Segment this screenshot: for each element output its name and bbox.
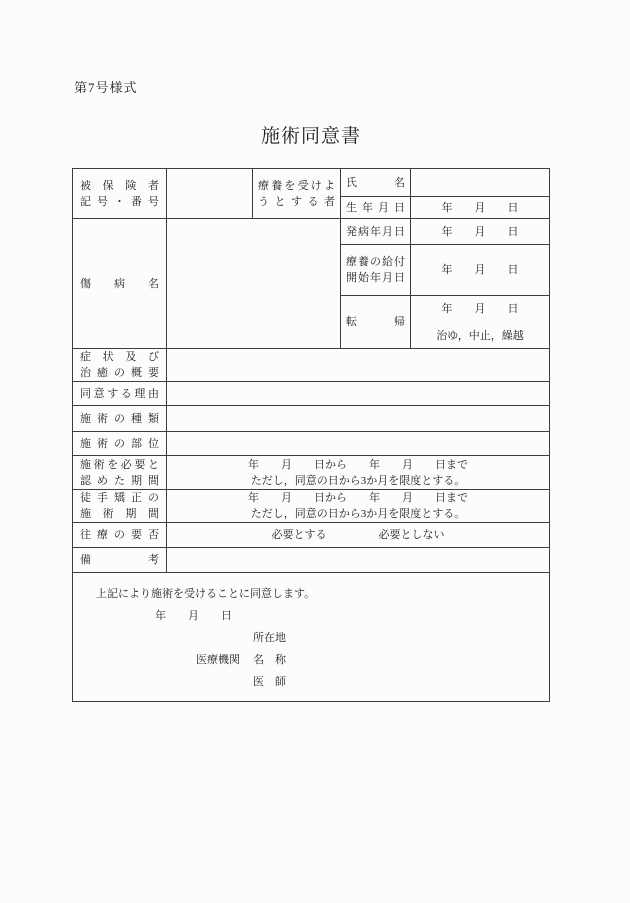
- consent-reason-label: 同 意 す る 理 由: [73, 382, 167, 406]
- insured-number-label: 被 保 険 者 記 号 ・ 番 号: [73, 169, 167, 219]
- consent-date: 年 月 日: [155, 610, 232, 622]
- outcome-value: [411, 296, 550, 349]
- injury-name-label: 傷 病 名: [73, 219, 167, 349]
- form-number: 第7号様式: [74, 80, 138, 95]
- treatment-site-value: [167, 432, 550, 456]
- injury-name-value: [167, 219, 341, 349]
- necessary-period-label: 施 術 を 必 要 と 認 め た 期 間: [73, 456, 167, 490]
- outcome-label: 転 帰: [341, 296, 411, 349]
- remarks-value: [167, 548, 550, 573]
- institution-label: 医療機関: [196, 654, 240, 666]
- document-title: 施術同意書: [260, 126, 361, 147]
- house-call-options: [167, 523, 550, 548]
- benefit-start-label: 療 養 の 給 付 開 始 年 月 日: [341, 245, 411, 296]
- birth-date-label: 生 年 月 日: [341, 197, 411, 219]
- remarks-label: 備 考: [73, 548, 167, 573]
- correction-period-label: 徒 手 矯 正 の 施 術 期 間: [73, 490, 167, 523]
- onset-date-value: 年 月 日: [411, 219, 550, 245]
- institution-line: [73, 649, 549, 671]
- necessary-period-value: 年 月 日から 年 月 日まで ただし，同意の日から3か月を限度とする。: [167, 456, 550, 490]
- consent-form-table: [72, 168, 550, 702]
- name-label: 氏 名: [341, 169, 411, 197]
- institution-name-label: 名 称: [253, 654, 286, 666]
- onset-date-label: 発 病 年 月 日: [341, 219, 411, 245]
- house-call-option-needed: 必要とする: [271, 529, 327, 541]
- treatment-type-value: [167, 406, 550, 432]
- correction-period-value: 年 月 日から 年 月 日まで ただし，同意の日から3か月を限度とする。: [167, 490, 550, 523]
- recipient-label: 療 養 を 受 け よ う と す る 者: [253, 169, 341, 219]
- doctor-label: 医 師: [253, 676, 286, 688]
- outcome-options: 治ゆ，中止，繰越: [436, 329, 524, 342]
- consent-section: [73, 573, 550, 702]
- benefit-start-value: 年 月 日: [411, 245, 550, 296]
- consent-statement: 上記により施術を受けることに同意します。: [96, 588, 316, 600]
- treatment-type-label: 施 術 の 種 類: [73, 406, 167, 432]
- birth-date-value: 年 月 日: [411, 197, 550, 219]
- outcome-date-value: 年 月 日: [441, 302, 519, 315]
- symptoms-label: 症 状 及 び 治 癒 の 概 要: [73, 349, 167, 382]
- treatment-site-label: 施 術 の 部 位: [73, 432, 167, 456]
- location-label: 所在地: [253, 632, 286, 644]
- house-call-label: 往 療 の 要 否: [73, 523, 167, 548]
- name-value: [411, 169, 550, 197]
- consent-reason-value: [167, 382, 550, 406]
- house-call-option-not-needed: 必要としない: [378, 529, 445, 541]
- symptoms-value: [167, 349, 550, 382]
- insured-number-value: [167, 169, 253, 219]
